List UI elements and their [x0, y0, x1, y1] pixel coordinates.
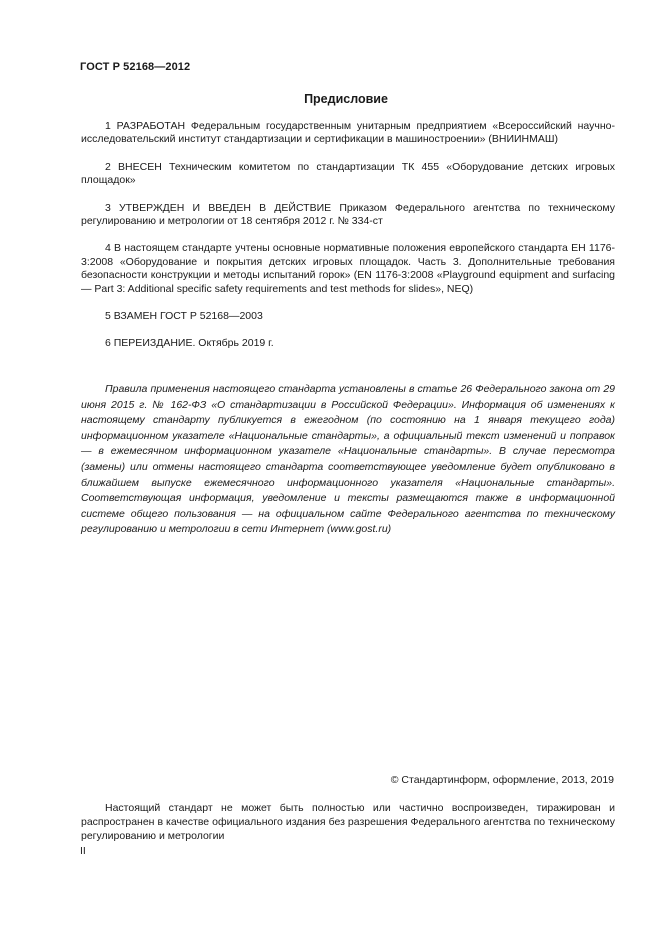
foreword-item-5: 5 ВЗАМЕН ГОСТ Р 52168—2003 — [105, 310, 263, 323]
foreword-item-4: 4 В настоящем стандарте учтены основные нормативные положения европейского стандарта ЕН 1176-3:2008 «Оборудование и покрытия детских игровых площадок. Часть 3. Дополнительные требования безопасности конструкции и методы испытаний горок» (EN 1176-3:2008 «Playground equipment and surfacing — Part 3: Additional specific safety requirements and test methods for slides», NEQ) — [81, 242, 615, 295]
foreword-item-6: 6 ПЕРЕИЗДАНИЕ. Октябрь 2019 г. — [105, 337, 274, 350]
page-title: Предисловие — [304, 92, 388, 106]
foreword-item-3: 3 УТВЕРЖДЕН И ВВЕДЕН В ДЕЙСТВИЕ Приказом Федерального агентства по техническому регулированию и метрологии от 18 сентября 2012 г. № 334-ст — [81, 201, 615, 228]
foreword-item-1: 1 РАЗРАБОТАН Федеральным государственным унитарным предприятием «Всероссийский научно-исследовательский институт стандартизации и сертификации в машиностроении» (ВНИИНМАШ) — [81, 120, 615, 146]
foreword-items — [81, 120, 615, 365]
reproduction-notice: Настоящий стандарт не может быть полностью или частично воспроизведен, тиражирован и распространен в качестве официального издания без разрешения Федерального агентства по техническому регулированию и метрологии — [81, 802, 615, 843]
copyright-line: © Стандартинформ, оформление, 2013, 2019 — [390, 774, 614, 786]
standard-code-header: ГОСТ Р 52168—2012 — [80, 61, 191, 73]
foreword-item-2: 2 ВНЕСЕН Техническим комитетом по стандартизации ТК 455 «Оборудование детских игровых площадок» — [81, 160, 615, 187]
application-rules-notice: Правила применения настоящего стандарта установлены в статье 26 Федерального закона от 29 июня 2015 г. № 162-ФЗ «О стандартизации в Российской Федерации». Информация об изменениях к настоящему стандарту публикуется в ежегодном (по состоянию на 1 января текущего года) информационном указателе «Национальные стандарты», а официальный текст изменений и поправок — в ежемесячном информационном указателе «Национальные стандарты». В случае пересмотра (замены) или отмены настоящего стандарта соответствующее уведомление будет опубликовано в ближайшем выпуске ежемесячного информационного указателя «Национальные стандарты». Соответствующая информация, уведомление и тексты размещаются также в информационной системе общего пользования — на официальном сайте Федерального агентства по техническому регулированию и метрологии в сети Интернет (www.gost.ru) — [81, 383, 615, 536]
page-number: II — [80, 845, 86, 857]
